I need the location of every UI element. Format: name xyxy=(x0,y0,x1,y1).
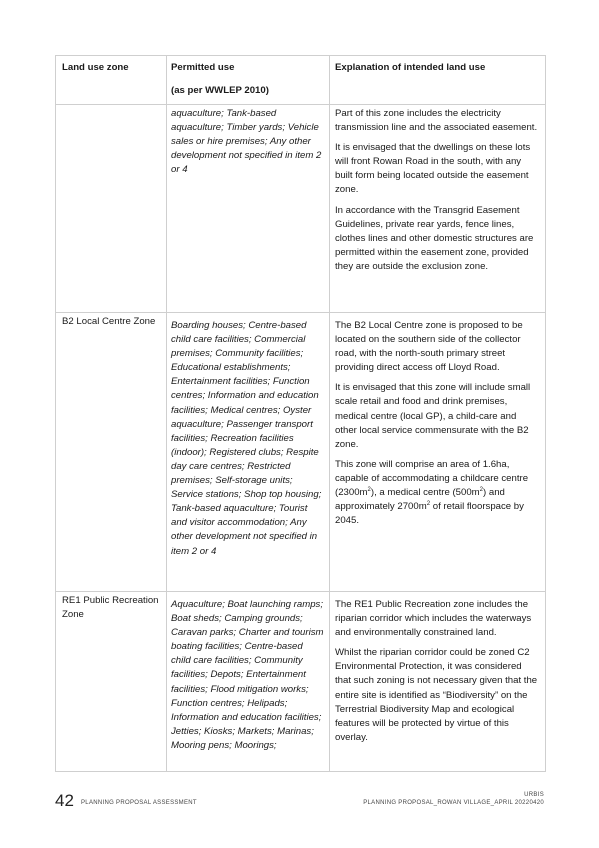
permitted-cell: Boarding houses; Centre-based child care facilities; Commercial premises; Community facilities; Educational establishments; Entertainment facilities; Function centres; Information and education facilities; Medical centres; Oyster aquaculture; Passenger transport facilities; Recreation facilities (indoor); Registered clubs; Respite day care centres; Restricted premises; Self-storage units; Service stations; Shop top housing; Tank-based aquaculture; Tourist and visitor accommodation; Any other development not specified in item 2 or 4 xyxy=(167,313,330,592)
header-explanation: Explanation of intended land use xyxy=(330,56,546,105)
explanation-paragraph: In accordance with the Transgrid Easement Guidelines, private rear yards, fence lines, clothes lines and other domestic structures are permitted within the easement zone, provided they are outside the exclusion zone. xyxy=(335,204,534,272)
header-permitted-label: Permitted use xyxy=(171,62,235,73)
header-land-use-zone: Land use zone xyxy=(56,56,167,105)
explanation-cell xyxy=(330,592,546,772)
permitted-cell: aquaculture; Tank-based aquaculture; Timber yards; Vehicle sales or hire premises; Any other development not specified in item 2 or 4 xyxy=(167,105,330,313)
explanation-cell xyxy=(330,105,546,313)
page-number: 42 xyxy=(55,791,74,810)
explanation-paragraph: The B2 Local Centre zone is proposed to be located on the southern side of the collector road, with the north-south primary street providing direct access off Lloyd Road. xyxy=(335,320,523,374)
explanation-paragraph: It is envisaged that this zone will include small scale retail and food and drink premises, medical centre (local GP), a child-care and other local service commensurate with the B2 zone. xyxy=(335,382,531,450)
permitted-cell: Aquaculture; Boat launching ramps; Boat sheds; Camping grounds; Caravan parks; Charter and tourism boating facilities; Centre-based child care facilities; Community facilities; Depots; Entertainment facilities; Flood mitigation works; Function centres; Helipads; Information and education facilities; Jetties; Kiosks; Markets; Marinas; Mooring pens; Moorings; xyxy=(167,592,330,772)
explanation-paragraph: This zone will comprise an area of 1.6ha, capable of accommodating a childcare centre $(2300m^2)$, a medical centre $(500m^2)$ and approximately $2700m^2$ of retail floorspace by 2045. xyxy=(335,458,529,527)
explanation-paragraph: It is envisaged that the dwellings on these lots will front Rowan Road in the south, with any built form being located outside the easement zone. xyxy=(335,142,531,196)
land-use-table xyxy=(55,55,546,772)
zone-cell: RE1 Public Recreation Zone xyxy=(56,592,167,772)
zone-cell xyxy=(56,105,167,313)
explanation-cell xyxy=(330,313,546,592)
footer-section-title: PLANNING PROPOSAL ASSESSMENT xyxy=(81,800,197,806)
table-row xyxy=(56,105,546,313)
footer-document-title: PLANNING PROPOSAL_ROWAN VILLAGE_APRIL 20220420 xyxy=(363,800,544,806)
zone-cell: B2 Local Centre Zone xyxy=(56,313,167,592)
table-row xyxy=(56,313,546,592)
header-permitted-sub: (as per WWLEP 2010) xyxy=(171,85,269,97)
explanation-paragraph: Whilst the riparian corridor could be zoned C2 Environmental Protection, it was considered that such zoning is not necessary given that the entire site is identified as “Biodiversity” on the Terrestrial Biodiversity Map and ecological features will be protected by virtue of this overlay. xyxy=(335,647,538,743)
footer-brand: URBIS xyxy=(524,792,544,798)
table-header-row xyxy=(56,56,546,105)
explanation-paragraph: Part of this zone includes the electricity transmission line and the associated easement. xyxy=(335,108,538,134)
explanation-paragraph: The RE1 Public Recreation zone includes the riparian corridor which includes the waterways and environmentally constrained land. xyxy=(335,599,532,639)
header-permitted-use xyxy=(167,56,330,105)
table-row xyxy=(56,592,546,772)
